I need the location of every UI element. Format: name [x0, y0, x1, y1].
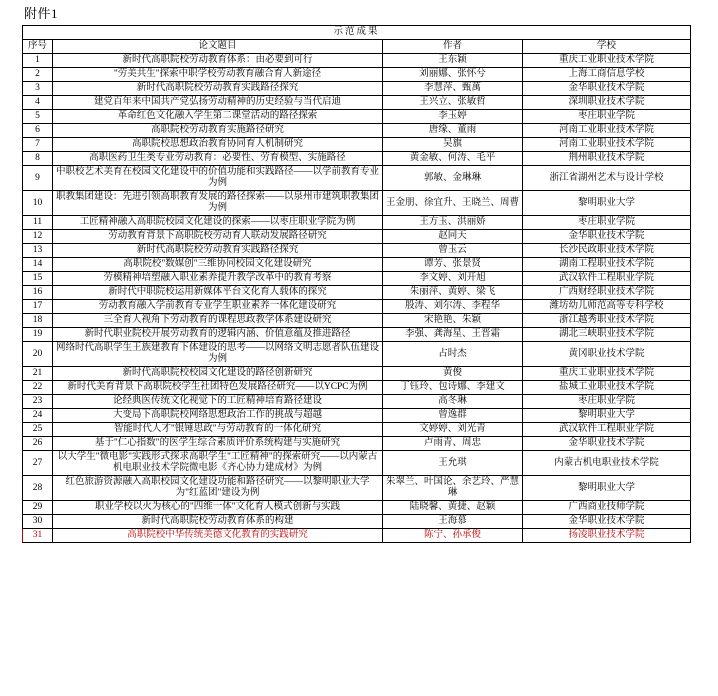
column-header: 学校: [523, 40, 691, 54]
paper-title: 中职校艺术美育在校园文化建设中的价值功能和实践路径——以学前教育专业为例: [53, 166, 383, 191]
table-title-row: [23, 26, 691, 40]
paper-author: 宋艳艳、朱颖: [383, 314, 523, 328]
row-index: 4: [23, 96, 53, 110]
paper-title: 新时代高职院校校园文化建设的路径创新研究: [53, 367, 383, 381]
paper-author: 黄俊: [383, 367, 523, 381]
table-row: [23, 191, 691, 216]
paper-title: 高职院校中华传统美德文化教育的实践研究: [53, 529, 383, 543]
paper-title: 新时代高职院校劳动教育实践路径探究: [53, 244, 383, 258]
paper-author: 王兴立、张敏哲: [383, 96, 523, 110]
paper-title: 职教集团建设：先进引领高职教育发展的路径探索——以泉州市建筑职教集团为例: [53, 191, 383, 216]
row-index: 27: [23, 451, 53, 476]
row-index: 25: [23, 423, 53, 437]
paper-title: 网络时代高职学生王族建教育下体建设的思考——以网络文明志愿者队伍建设为例: [53, 342, 383, 367]
paper-school: 重庆工业职业技术学院: [523, 54, 691, 68]
table-row: [23, 244, 691, 258]
table-row: [23, 272, 691, 286]
paper-title: 职业学校以火为核心的"四维一体"文化育人模式创新与实践: [53, 501, 383, 515]
table-row: [23, 166, 691, 191]
paper-author: 刘丽娜、张怀兮: [383, 68, 523, 82]
paper-title: 大变局下高职院校网络思想政治工作的挑战与超越: [53, 409, 383, 423]
paper-school: 广西商业技师学院: [523, 501, 691, 515]
column-header: 论文题目: [53, 40, 383, 54]
column-header: 作者: [383, 40, 523, 54]
row-index: 8: [23, 152, 53, 166]
table-row: [23, 152, 691, 166]
paper-school: 黄冈职业技术学院: [523, 342, 691, 367]
paper-title: 劳动教育融入学前教育专业学生职业素养一体化建设研究: [53, 300, 383, 314]
paper-author: 王海慕: [383, 515, 523, 529]
paper-title: "劳美共生"探索中职学校劳动教育融合育人新途径: [53, 68, 383, 82]
table-row: [23, 54, 691, 68]
table-row: [23, 258, 691, 272]
paper-author: 高冬琳: [383, 395, 523, 409]
table-row: [23, 328, 691, 342]
table-row: [23, 300, 691, 314]
row-index: 22: [23, 381, 53, 395]
table-row: [23, 110, 691, 124]
paper-school: 荆州职业技术学院: [523, 152, 691, 166]
table-row: [23, 96, 691, 110]
row-index: 16: [23, 286, 53, 300]
paper-school: 上海工商信息学校: [523, 68, 691, 82]
table-row: [23, 82, 691, 96]
row-index: 12: [23, 230, 53, 244]
paper-school: 黎明职业大学: [523, 476, 691, 501]
paper-school: 黎明职业大学: [523, 191, 691, 216]
table-row: [23, 230, 691, 244]
row-index: 24: [23, 409, 53, 423]
paper-author: 吴旗: [383, 138, 523, 152]
paper-author: 李慧萍、甄萬: [383, 82, 523, 96]
table-row: [23, 437, 691, 451]
column-header: 序号: [23, 40, 53, 54]
paper-school: 金华职业技术学院: [523, 230, 691, 244]
row-index: 26: [23, 437, 53, 451]
paper-title: 基于"仁心指数"的医学生综合素质评价系统构建与实施研究: [53, 437, 383, 451]
paper-school: 武汉软件工程职业学院: [523, 272, 691, 286]
paper-author: 曾玉云: [383, 244, 523, 258]
row-index: 20: [23, 342, 53, 367]
row-index: 1: [23, 54, 53, 68]
row-index: 9: [23, 166, 53, 191]
row-index: 13: [23, 244, 53, 258]
paper-author: 陆晓馨、黄捷、赵颖: [383, 501, 523, 515]
paper-author: 李强、龚海星、王晋霜: [383, 328, 523, 342]
row-index: 29: [23, 501, 53, 515]
paper-title: 三全育人视角下劳动教育的课程思政教学体系建设研究: [53, 314, 383, 328]
row-index: 28: [23, 476, 53, 501]
paper-school: 河南工业职业技术学院: [523, 124, 691, 138]
paper-school: 扬凌职业技术学院: [523, 529, 691, 543]
paper-school: 金华职业技术学院: [523, 82, 691, 96]
paper-title: 新时代职业院校开展劳动教育的逻辑内涵、价值意蕴及推进路径: [53, 328, 383, 342]
paper-title: 新时代高职院校劳动教育实践路径探究: [53, 82, 383, 96]
table-row: [23, 451, 691, 476]
paper-title: 建党百年来中国共产党弘扬劳动精神的历史经验与当代启迪: [53, 96, 383, 110]
table-row: [23, 529, 691, 543]
paper-author: 丁钰玲、包诗娜、李建文: [383, 381, 523, 395]
row-index: 15: [23, 272, 53, 286]
paper-author: 朱丽萍、黄婷、梁飞: [383, 286, 523, 300]
paper-school: 潍坊幼儿师范高等专科学校: [523, 300, 691, 314]
paper-title: 红色旅游资源融入高职校园文化建设功能和路径研究——以黎明职业大学为"红蓝团"建设为例: [53, 476, 383, 501]
row-index: 30: [23, 515, 53, 529]
paper-school: 深圳职业技术学院: [523, 96, 691, 110]
paper-title: 新时代美育背景下高职院校学生社团特色发展路径研究——以YCPC为例: [53, 381, 383, 395]
paper-school: 湖南工程职业技术学院: [523, 258, 691, 272]
paper-title: 劳动教育背景下高职院校劳动育人联动发展路径研究: [53, 230, 383, 244]
paper-title: 高职医药卫生类专业劳动教育：必要性、劳育模型、实施路径: [53, 152, 383, 166]
row-index: 6: [23, 124, 53, 138]
paper-school: 枣庄职业学院: [523, 395, 691, 409]
table-row: [23, 342, 691, 367]
row-index: 2: [23, 68, 53, 82]
table-row: [23, 515, 691, 529]
table-row: [23, 124, 691, 138]
paper-author: 郭敏、金琳琳: [383, 166, 523, 191]
paper-author: 文婷婷、刘光青: [383, 423, 523, 437]
paper-author: 李玉婷: [383, 110, 523, 124]
paper-author: 曾逸群: [383, 409, 523, 423]
table-row: [23, 395, 691, 409]
paper-author: 王金朋、徐宜升、王晓兰、周曹: [383, 191, 523, 216]
row-index: 14: [23, 258, 53, 272]
paper-title: 新时代高职院校劳动教育体系的构建: [53, 515, 383, 529]
table-row: [23, 138, 691, 152]
paper-title: 以大学生"微电影"实践形式探求高职学生"工匠精神"的探索研究——以内蒙古机电职业技术学院微电影《齐心协力建成材》为例: [53, 451, 383, 476]
table-row: [23, 216, 691, 230]
paper-title: 高职院校"数媒创"三维协同校园文化建设研究: [53, 258, 383, 272]
table-row: [23, 367, 691, 381]
paper-school: 武汉软件工程职业学院: [523, 423, 691, 437]
paper-school: 长沙民政职业技术学院: [523, 244, 691, 258]
paper-author: 陈宁、孙承俊: [383, 529, 523, 543]
results-table: [22, 25, 691, 543]
table-row: [23, 314, 691, 328]
table-header-row: [23, 40, 691, 54]
paper-school: 金华职业技术学院: [523, 437, 691, 451]
paper-school: 黎明职业大学: [523, 409, 691, 423]
table-row: [23, 68, 691, 82]
table-row: [23, 476, 691, 501]
row-index: 3: [23, 82, 53, 96]
paper-school: 内蒙古机电职业技术学院: [523, 451, 691, 476]
paper-title: 新时代高职院校劳动教育体系：由必要到可行: [53, 54, 383, 68]
table-row: [23, 286, 691, 300]
row-index: 18: [23, 314, 53, 328]
paper-school: 金华职业技术学院: [523, 515, 691, 529]
paper-title: 智能时代人才"银锤思政"与劳动教育的一体化研究: [53, 423, 383, 437]
paper-school: 重庆工业职业技术学院: [523, 367, 691, 381]
paper-author: 卢雨青、周忠: [383, 437, 523, 451]
paper-school: 湖北三峡职业技术学院: [523, 328, 691, 342]
paper-author: 王允琪: [383, 451, 523, 476]
paper-title: 工匠精神融入高职院校园文化建设的探索——以枣庄职业学院为例: [53, 216, 383, 230]
paper-author: 王方玉、洪丽娇: [383, 216, 523, 230]
row-index: 7: [23, 138, 53, 152]
paper-author: 唐缘、董雨: [383, 124, 523, 138]
row-index: 17: [23, 300, 53, 314]
table-row: [23, 409, 691, 423]
paper-title: 论经典医传统文化视觉下的工匠精神培育路径建设: [53, 395, 383, 409]
paper-school: 枣庄职业学院: [523, 110, 691, 124]
row-index: 10: [23, 191, 53, 216]
paper-title: 革命红色文化融入学生第二课堂活动的路径探索: [53, 110, 383, 124]
paper-school: 盐城工业职业技术学院: [523, 381, 691, 395]
paper-title: 高职院校思想政治教育协同育人机制研究: [53, 138, 383, 152]
paper-author: 朱翠兰、叶国论、余艺玲、严慧琳: [383, 476, 523, 501]
table-row: [23, 381, 691, 395]
row-index: 11: [23, 216, 53, 230]
paper-author: 殷涛、刘尔涛、李程华: [383, 300, 523, 314]
table-row: [23, 501, 691, 515]
paper-author: 赵同天: [383, 230, 523, 244]
paper-author: 李文婷、刘开旭: [383, 272, 523, 286]
paper-author: 黄金敏、何涛、毛平: [383, 152, 523, 166]
paper-school: 广西财经职业技术学院: [523, 286, 691, 300]
paper-school: 枣庄职业学院: [523, 216, 691, 230]
row-index: 19: [23, 328, 53, 342]
table-body: [23, 26, 691, 543]
row-index: 23: [23, 395, 53, 409]
row-index: 31: [23, 529, 53, 543]
paper-author: 谭芳、张景贤: [383, 258, 523, 272]
paper-school: 浙江省湖州艺术与设计学校: [523, 166, 691, 191]
table-row: [23, 423, 691, 437]
row-index: 21: [23, 367, 53, 381]
row-index: 5: [23, 110, 53, 124]
paper-title: 高职院校劳动教育实施路径研究: [53, 124, 383, 138]
paper-title: 新时代中职院校运用新媒体平台文化育人载体的探究: [53, 286, 383, 300]
paper-school: 河南工业职业技术学院: [523, 138, 691, 152]
paper-author: 王东颖: [383, 54, 523, 68]
table-title: 示范成果: [23, 26, 691, 40]
paper-school: 浙江越秀职业技术学院: [523, 314, 691, 328]
paper-title: 劳模精神培塑融入职业素养提升教学改革中的教育考察: [53, 272, 383, 286]
attachment-label: 附件1: [24, 6, 59, 21]
paper-author: 占时杰: [383, 342, 523, 367]
